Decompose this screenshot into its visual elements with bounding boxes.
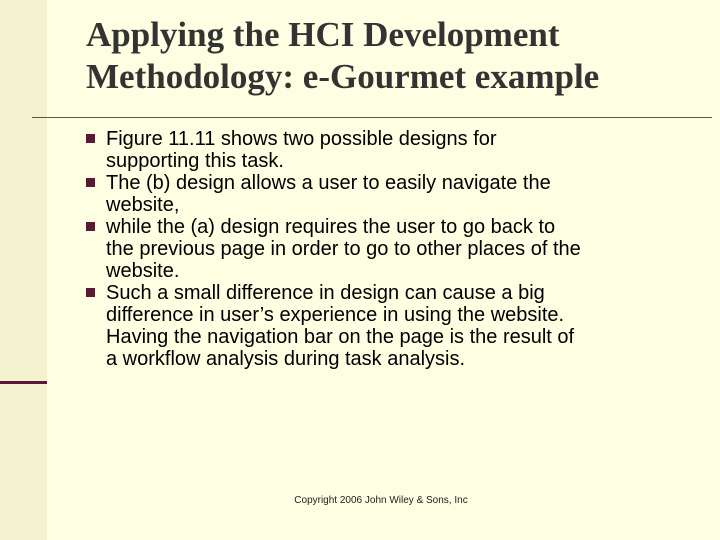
square-bullet-icon xyxy=(86,222,95,231)
bullet-line: difference in user’s experience in using the website. xyxy=(106,304,565,326)
title-divider xyxy=(32,117,712,118)
bullet-item xyxy=(86,282,686,370)
square-bullet-icon xyxy=(86,178,95,187)
square-bullet-icon xyxy=(86,288,95,297)
left-margin-strip xyxy=(0,0,47,540)
bullet-text xyxy=(106,282,686,370)
bullet-list xyxy=(86,128,686,370)
title-line-2: Methodology: e-Gourmet example xyxy=(86,57,600,96)
bullet-line: website, xyxy=(106,194,180,216)
bullet-line: Having the navigation bar on the page is the result of xyxy=(106,326,575,348)
bullet-line: Such a small difference in design can cause a big xyxy=(106,282,545,304)
bullet-item xyxy=(86,216,686,282)
left-accent-bar xyxy=(0,381,47,384)
square-bullet-icon xyxy=(86,134,95,143)
bullet-line: supporting this task. xyxy=(106,150,284,172)
bullet-line: Figure 11.11 shows two possible designs for xyxy=(106,128,497,150)
bullet-line: the previous page in order to go to other places of the xyxy=(106,238,581,260)
bullet-line: a workflow analysis during task analysis. xyxy=(106,348,466,370)
copyright-footer: Copyright 2006 John Wiley & Sons, Inc xyxy=(294,495,468,506)
bullet-item xyxy=(86,128,686,172)
title-line-1: Applying the HCI Development xyxy=(86,15,560,54)
bullet-text xyxy=(106,128,686,172)
bullet-line: The (b) design allows a user to easily navigate the xyxy=(106,172,551,194)
bullet-text xyxy=(106,172,686,216)
bullet-line: website. xyxy=(106,260,180,282)
bullet-item xyxy=(86,172,686,216)
bullet-line: while the (a) design requires the user to go back to xyxy=(106,216,556,238)
slide-title xyxy=(86,14,686,98)
bullet-text xyxy=(106,216,686,282)
